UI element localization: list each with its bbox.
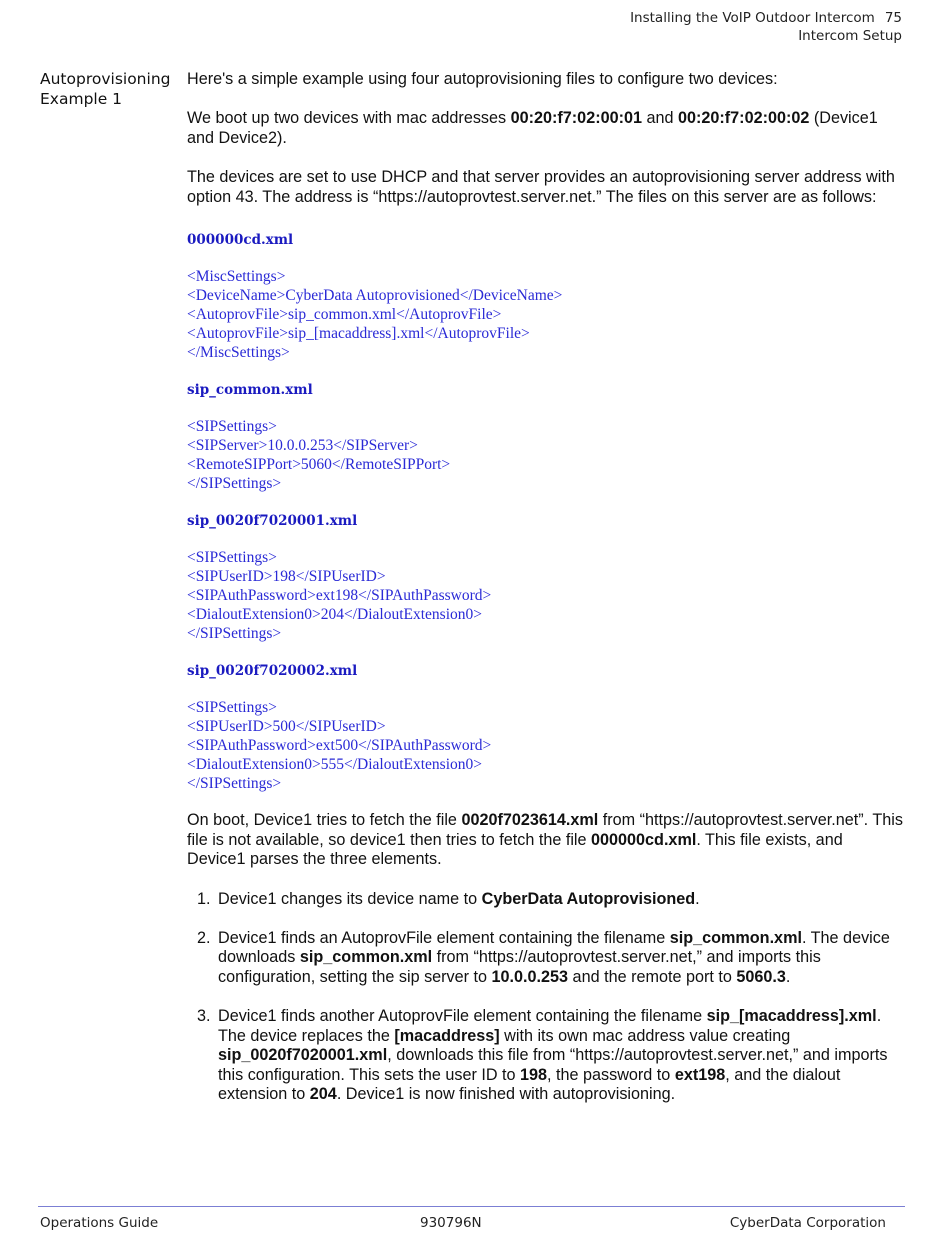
header-section: Intercom Setup [798,28,902,44]
code-line: <DialoutExtension0>555</DialoutExtension0> [187,756,482,774]
footer-right: CyberData Corporation [729,1215,886,1231]
text-run: with its own mac address value creating [499,1026,791,1045]
bold-run: 5060.3 [736,967,786,986]
bold-run: [macaddress] [394,1026,500,1045]
intro-paragraph: Here's a simple example using four autoprovisioning files to configure two devices: [187,70,778,88]
bold-run: CyberData Autoprovisioned [481,889,696,908]
text-run: , the password to [547,1065,675,1084]
list-item [187,890,905,910]
text-run: , downloads this file from “https://autoprovtest.server.net,” and imports this configuration. This sets the user ID to [218,1046,888,1084]
code-line: </SIPSettings> [187,775,282,793]
code-line: <SIPAuthPassword>ext500</SIPAuthPassword> [187,737,492,755]
page-number: 75 [884,10,902,26]
code-line: <DeviceName>CyberData Autoprovisioned</DeviceName> [187,287,563,305]
file-name: sip_common.xml [187,382,313,399]
page-header [630,9,902,45]
code-line: <AutoprovFile>sip_[macaddress].xml</AutoprovFile> [187,325,530,343]
text-run: We boot up two devices with mac addresses [187,109,511,128]
footer-rule [38,1206,905,1207]
list-item [187,929,905,988]
code-line: <RemoteSIPPort>5060</RemoteSIPPort> [187,456,451,474]
code-line: <SIPSettings> [187,418,277,436]
mac-address-1: 00:20:f7:02:00:01 [510,109,642,128]
side-heading-line1: Autoprovisioning [40,70,171,88]
bold-run: 204 [309,1085,337,1104]
text-run: and [641,109,678,128]
boot-paragraph [187,811,905,870]
dhcp-paragraph: The devices are set to use DHCP and that server provides an autoprovisioning server address with option 43. The address is “https://autoprovtest.server.net.” The files on this server are as follows: [187,167,895,206]
code-line: <DialoutExtension0>204</DialoutExtension0> [187,606,482,624]
text-run: . This file exists, and Device1 parses the three elements. [187,830,843,869]
text-run: . The device replaces the [218,1007,882,1045]
text-run: , and the dialout extension to [218,1065,841,1104]
file-ref: 000000cd.xml [591,830,697,849]
mac-paragraph [187,109,905,148]
file-name: 000000cd.xml [187,232,294,249]
code-block-000000cd [187,231,905,362]
header-title-line [630,9,902,27]
code-line: <SIPUserID>198</SIPUserID> [187,568,386,586]
code-line: <SIPAuthPassword>ext198</SIPAuthPassword> [187,587,492,605]
list-number: 2. [197,928,211,947]
bold-run: sip_common.xml [299,948,433,967]
code-line: <MiscSettings> [187,268,286,286]
code-line: <SIPSettings> [187,549,277,567]
code-block-sip-common [187,381,905,493]
bold-run: sip_[macaddress].xml [706,1007,877,1026]
code-line: </MiscSettings> [187,344,290,362]
text-run: from “https://autoprovtest.server.net,” and imports this configuration, setting the sip server to [218,948,821,986]
text-run: (Device1 and Device2). [187,109,878,147]
code-line: </SIPSettings> [187,475,282,493]
footer-center: 930796N [420,1215,482,1231]
code-line: <AutoprovFile>sip_common.xml</AutoprovFile> [187,306,502,324]
list-item [187,1007,905,1105]
text-run: . Device1 is now finished with autoprovisioning. [336,1085,676,1104]
footer-left: Operations Guide [40,1215,159,1231]
code-line: <SIPServer>10.0.0.253</SIPServer> [187,437,418,455]
bold-run: 10.0.0.253 [491,967,569,986]
text-run: . The device downloads [218,928,890,967]
steps-list [187,890,905,1106]
bold-run: ext198 [674,1065,726,1084]
code-block-sip-0002 [187,662,905,793]
code-line: </SIPSettings> [187,625,282,643]
list-number: 1. [197,889,211,908]
file-name: sip_0020f7020001.xml [187,513,358,530]
file-name: sip_0020f7020002.xml [187,663,358,680]
text-run: from “https://autoprovtest.server.net”. This file is not available, so device1 then tries to fetch the file [187,811,903,849]
code-line: <SIPUserID>500</SIPUserID> [187,718,386,736]
side-heading [40,69,180,109]
bold-run: 198 [520,1065,548,1084]
text-run: On boot, Device1 tries to fetch the file [187,811,462,830]
code-block-sip-0001 [187,512,905,643]
file-ref: 0020f7023614.xml [461,811,599,830]
main-content [187,70,905,1125]
text-run: Device1 changes its device name to [218,889,482,908]
text-run: Device1 finds another AutoprovFile element containing the filename [218,1007,707,1026]
text-run: . [785,967,791,986]
side-heading-line2: Example 1 [40,90,123,108]
text-run: . [695,889,700,908]
code-line: <SIPSettings> [187,699,277,717]
text-run: Device1 finds an AutoprovFile element containing the filename [218,928,670,947]
mac-address-2: 00:20:f7:02:00:02 [678,109,810,128]
header-title: Installing the VoIP Outdoor Intercom [630,10,875,26]
text-run: and the remote port to [568,967,737,986]
bold-run: sip_0020f7020001.xml [218,1046,388,1065]
bold-run: sip_common.xml [669,928,802,947]
list-number: 3. [197,1007,211,1026]
